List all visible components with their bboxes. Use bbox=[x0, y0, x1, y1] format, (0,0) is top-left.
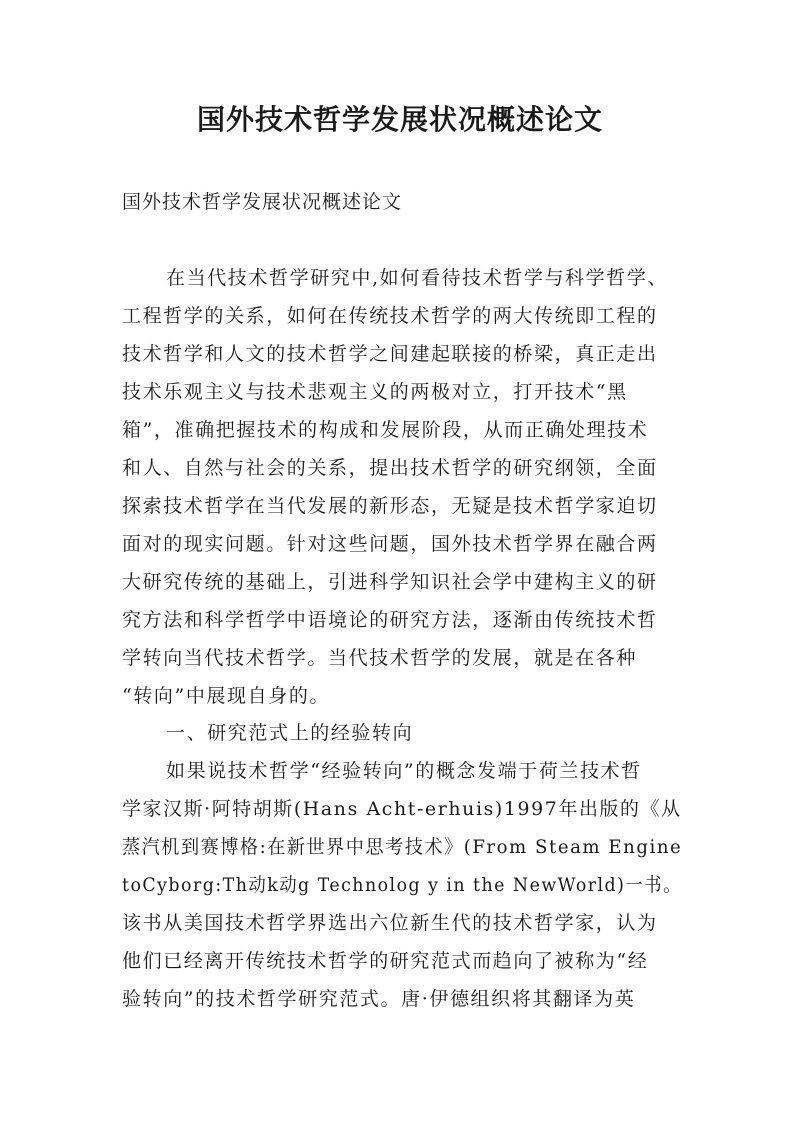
paragraph-line: 蒸汽机到赛博格:在新世界中思考技术》(From Steam Engine bbox=[122, 836, 683, 858]
paragraph-line: 该书从美国技术哲学界选出六位新生代的技术哲学家，认为 bbox=[122, 912, 658, 934]
document-title: 国外技术哲学发展状况概述论文 bbox=[196, 103, 603, 136]
paragraph-line: 大研究传统的基础上，引进科学知识社会学中建构主义的研 bbox=[122, 571, 658, 593]
paragraph-line: 在当代技术哲学研究中,如何看待技术哲学与科学哲学、 bbox=[166, 267, 669, 289]
paragraph-line: 学转向当代技术哲学。当代技术哲学的发展，就是在各种 bbox=[122, 647, 638, 669]
paragraph-line: “转向”中展现自身的。 bbox=[122, 685, 331, 707]
paragraph-line: 面对的现实问题。针对这些问题，国外技术哲学界在融合两 bbox=[122, 533, 658, 555]
paragraph-line: 验转向”的技术哲学研究范式。唐·伊德组织将其翻译为英 bbox=[122, 988, 636, 1010]
paragraph-line: 和人、自然与社会的关系，提出技术哲学的研究纲领，全面 bbox=[122, 457, 658, 479]
document-subtitle: 国外技术哲学发展状况概述论文 bbox=[122, 191, 403, 213]
paragraph-line: 箱”，准确把握技术的构成和发展阶段，从而正确处理技术 bbox=[122, 419, 649, 441]
paragraph-line: 工程哲学的关系，如何在传统技术哲学的两大传统即工程的 bbox=[122, 305, 658, 327]
paragraph-line: 技术哲学和人文的技术哲学之间建起联接的桥梁，真正走出 bbox=[122, 343, 658, 365]
paragraph-line: 学家汉斯·阿特胡斯(Hans Acht-erhuis)1997年出版的《从 bbox=[122, 798, 682, 820]
paragraph-line: toCyborg:Th动k动g Technolog y in the NewWorld)一书。 bbox=[122, 874, 682, 896]
paragraph-line: 他们已经离开传统技术哲学的研究范式而趋向了被称为“经 bbox=[122, 950, 649, 972]
paragraph-line: 如果说技术哲学“经验转向”的概念发端于荷兰技术哲 bbox=[166, 760, 642, 782]
paragraph-line: 究方法和科学哲学中语境论的研究方法，逐渐由传统技术哲 bbox=[122, 609, 658, 631]
paragraph-line: 技术乐观主义与技术悲观主义的两极对立，打开技术“黑 bbox=[122, 381, 628, 403]
section-heading: 一、研究范式上的经验转向 bbox=[166, 722, 414, 744]
paragraph-line: 探索技术哲学在当代发展的新形态，无疑是技术哲学家迫切 bbox=[122, 495, 658, 517]
